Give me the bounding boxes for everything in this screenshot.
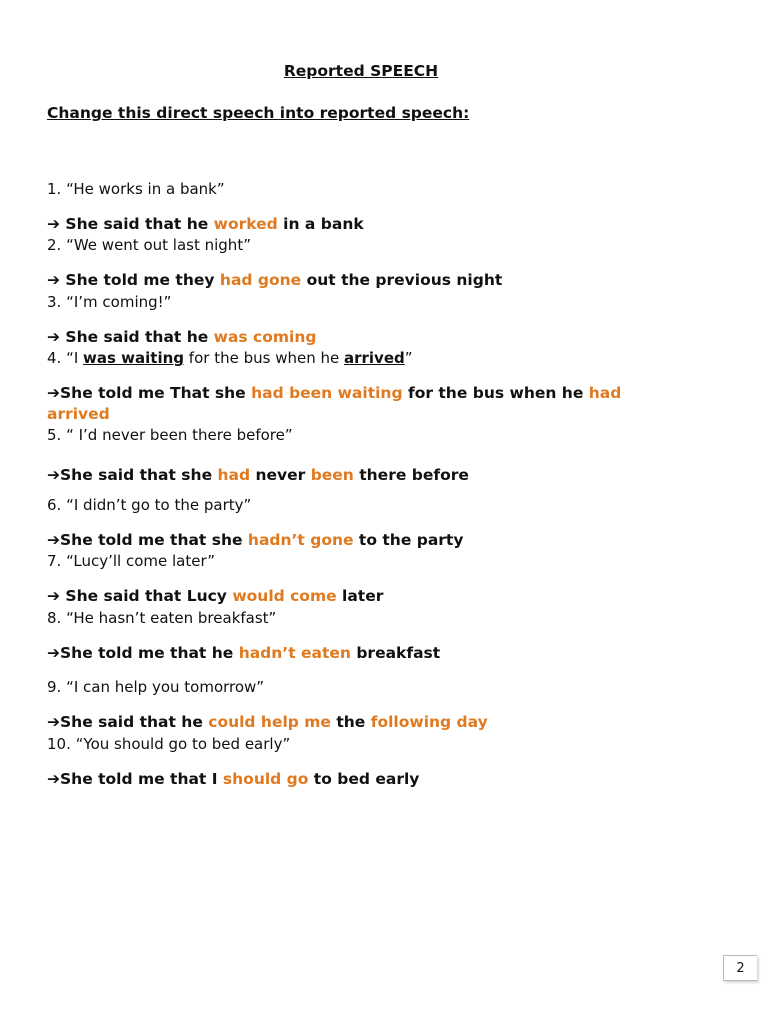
- highlighted-verb: worked: [213, 215, 278, 233]
- arrow-right-icon: ➔: [47, 770, 60, 788]
- text-segment: for the bus when he: [402, 384, 589, 402]
- highlighted-verb: had gone: [219, 271, 302, 289]
- highlighted-verb: hadn’t gone: [247, 531, 354, 549]
- text-segment: 8. “He hasn’t eaten breakfast”: [47, 609, 277, 627]
- page-title: Reported SPEECH: [283, 62, 439, 80]
- direct-speech-line: [47, 425, 657, 445]
- text-segment: to bed early: [308, 770, 420, 788]
- direct-speech-line: [47, 179, 657, 199]
- text-segment: for the bus when he: [184, 349, 344, 367]
- underlined-verb: was waiting: [83, 349, 185, 367]
- arrow-right-icon: ➔: [47, 384, 60, 402]
- direct-speech-line: [47, 677, 657, 697]
- text-segment: 2. “We went out last night”: [47, 236, 251, 254]
- text-segment: She told me That she: [60, 384, 252, 402]
- highlighted-verb: would come: [232, 587, 337, 605]
- highlighted-verb: could help me: [208, 713, 331, 731]
- reported-speech-line: [47, 643, 657, 664]
- text-segment: 5. “ I’d never been there before”: [47, 426, 293, 444]
- text-segment: 9. “I can help you tomorrow”: [47, 678, 265, 696]
- text-segment: out the previous night: [301, 271, 503, 289]
- text-segment: breakfast: [350, 644, 441, 662]
- text-segment: She told me they: [65, 271, 220, 289]
- highlighted-verb: should go: [222, 770, 309, 788]
- exercise-item: [47, 719, 657, 806]
- text-segment: She said that he: [65, 215, 214, 233]
- direct-speech-line: [47, 235, 657, 255]
- arrow-right-icon: ➔: [47, 466, 60, 484]
- text-segment: ”: [404, 349, 413, 367]
- direct-speech-line: [47, 734, 657, 754]
- direct-speech-line: [47, 292, 657, 312]
- text-segment: 7. “Lucy’ll come later”: [47, 552, 216, 570]
- arrow-right-icon: ➔: [47, 587, 60, 605]
- text-segment: She said that he: [60, 713, 209, 731]
- highlighted-verb: following day: [370, 713, 488, 731]
- text-segment: the: [330, 713, 371, 731]
- text-segment: never: [250, 466, 311, 484]
- page-number: 2: [723, 955, 757, 981]
- text-segment: there before: [353, 466, 469, 484]
- direct-speech-line: [47, 608, 657, 628]
- text-segment: 10. “You should go to bed early”: [47, 735, 291, 753]
- direct-speech-line: [47, 348, 657, 368]
- text-segment: She told me that she: [60, 531, 248, 549]
- arrow-right-icon: ➔: [47, 531, 60, 549]
- answer-text: [60, 770, 419, 788]
- arrow-right-icon: ➔: [47, 271, 60, 289]
- text-segment: 3. “I’m coming!”: [47, 293, 172, 311]
- underlined-verb: arrived: [343, 349, 405, 367]
- highlighted-verb: had been waiting: [251, 384, 403, 402]
- text-segment: She said that he: [65, 328, 214, 346]
- arrow-right-icon: ➔: [47, 328, 60, 346]
- text-segment: She told me that I: [60, 770, 223, 788]
- highlighted-verb: had arrived: [47, 384, 622, 423]
- highlighted-verb: hadn’t eaten: [238, 644, 351, 662]
- text-segment: later: [336, 587, 384, 605]
- arrow-right-icon: ➔: [47, 713, 60, 731]
- instruction-heading: Change this direct speech into reported speech:: [47, 104, 470, 122]
- reported-speech-line: [47, 769, 657, 790]
- answer-text: [60, 644, 440, 662]
- highlighted-verb: was coming: [213, 328, 317, 346]
- direct-speech-line: [47, 551, 657, 571]
- text-segment: 4. “I: [47, 349, 84, 367]
- highlighted-verb: been: [310, 466, 354, 484]
- text-segment: to the party: [353, 531, 464, 549]
- text-segment: 6. “I didn’t go to the party”: [47, 496, 252, 514]
- text-segment: 1. “He works in a bank”: [47, 180, 225, 198]
- text-segment: She said that she: [60, 466, 218, 484]
- text-segment: She said that Lucy: [65, 587, 233, 605]
- arrow-right-icon: ➔: [47, 215, 60, 233]
- direct-speech-line: [47, 495, 657, 515]
- highlighted-verb: had: [217, 466, 251, 484]
- text-segment: in a bank: [277, 215, 364, 233]
- text-segment: She told me that he: [60, 644, 239, 662]
- arrow-right-icon: ➔: [47, 644, 60, 662]
